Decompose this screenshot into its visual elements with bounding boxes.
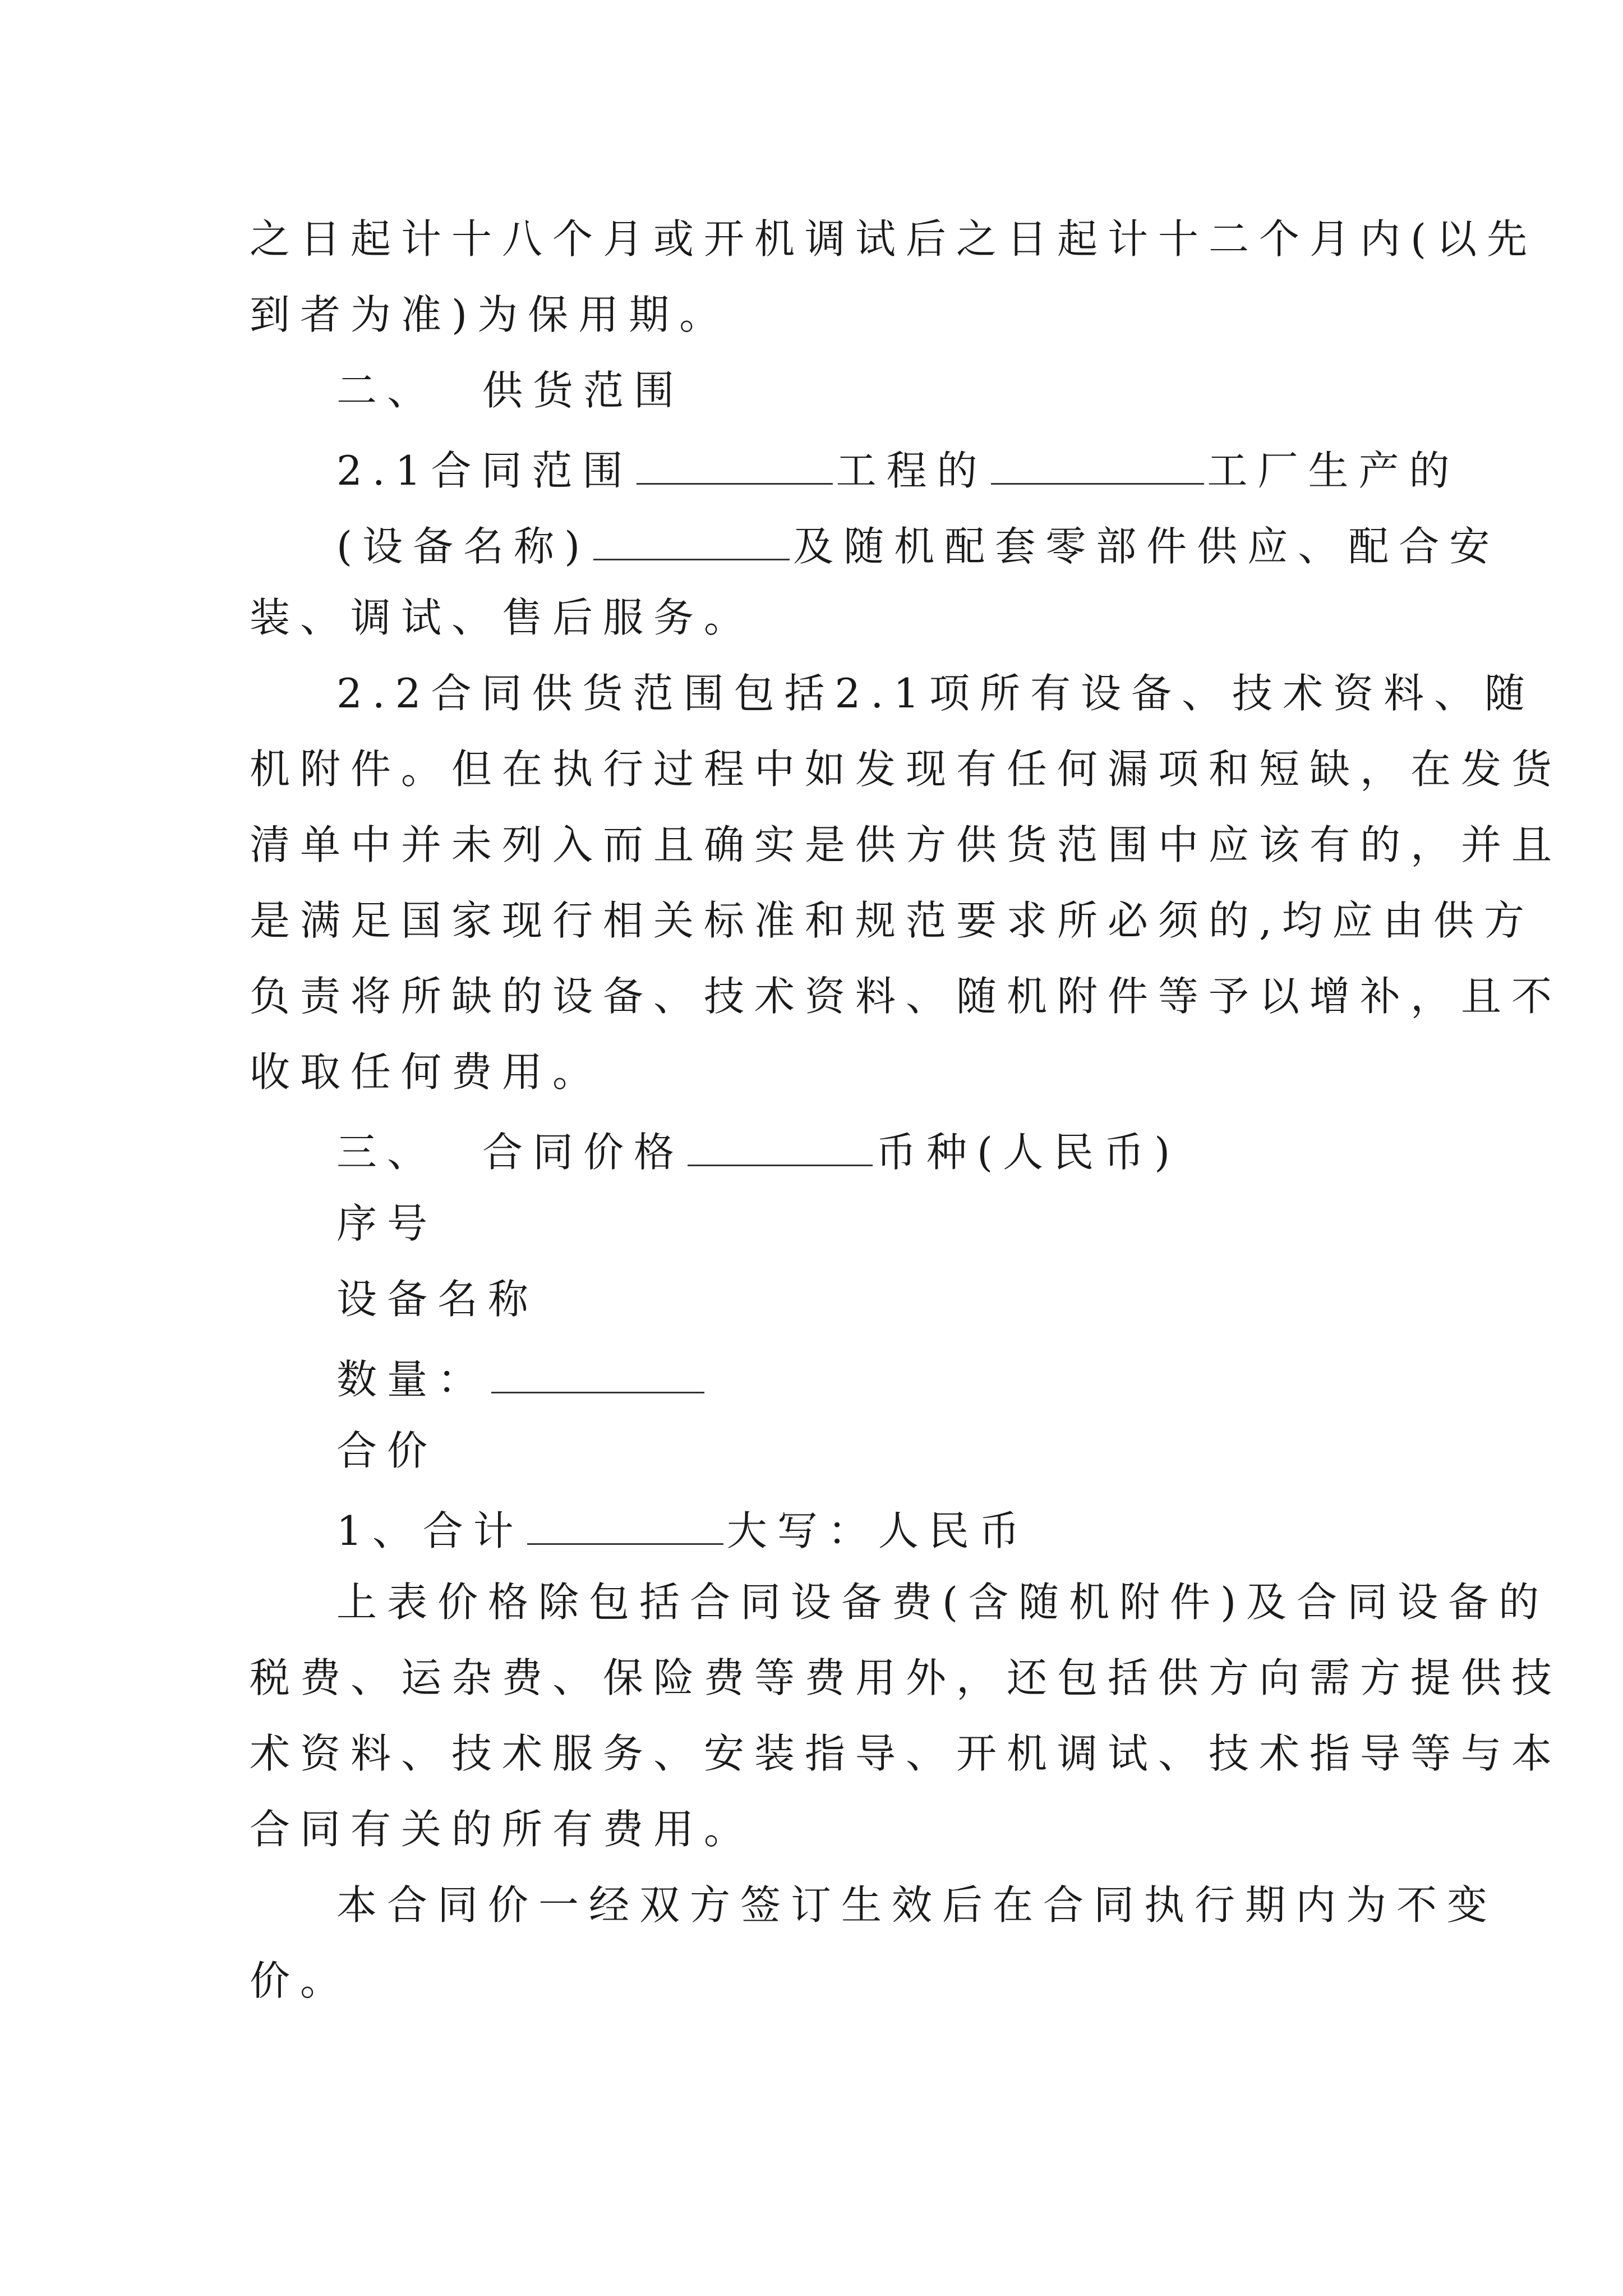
paragraph-fixed-price-line-2: 价。: [250, 1957, 351, 2004]
sum-line: 1、合计 大写：人民币: [336, 1507, 1030, 1554]
field-quantity: 数量：: [336, 1355, 708, 1400]
fill-blank-total[interactable]: [527, 1506, 723, 1545]
paragraph-price-scope-line-4: 合同有关的所有费用。: [250, 1806, 755, 1853]
fill-blank-factory[interactable]: [991, 446, 1204, 485]
paragraph-warranty-line-1: 之日起计十八个月或开机调试后之日起计十二个月内(以先: [250, 215, 1538, 263]
clause-2-2-line-4: 是满足国家现行相关标准和规范要求所必须的,均应由供方: [250, 897, 1534, 944]
fill-blank-contract-price[interactable]: [688, 1128, 873, 1166]
field-label-equipment-name: 设备名称: [336, 1276, 539, 1323]
fill-blank-equipment-name[interactable]: [593, 522, 790, 560]
section-number: 二、: [336, 367, 438, 414]
clause-2-2-line-2: 机附件。但在执行过程中如发现有任何漏项和短缺，在发货: [250, 746, 1562, 793]
paragraph-price-scope-line-3: 术资料、技术服务、安装指导、开机调试、技术指导等与本: [250, 1730, 1562, 1777]
clause-2-1-line-2: (设备名称) 及随机配套零部件供应、配合安: [336, 523, 1500, 570]
field-label-seq: 序号: [336, 1200, 438, 1247]
paragraph-fixed-price-line-1: 本合同价一经双方签订生效后在合同执行期内为不变: [336, 1881, 1498, 1929]
clause-2-2-line-5: 负责将所缺的设备、技术资料、随机附件等予以增补，且不: [250, 973, 1562, 1020]
paragraph-price-scope-line-2: 税费、运杂费、保险费等费用外，还包括供方向需方提供技: [250, 1654, 1562, 1701]
section-heading-2: [336, 367, 685, 414]
field-label-total-price: 合价: [336, 1427, 438, 1474]
clause-2-2-line-3: 清单中并未列入而且确实是供方供货范围中应该有的，并且: [250, 821, 1562, 868]
fill-blank-project[interactable]: [637, 446, 833, 485]
paragraph-warranty-line-2: 到者为准)为保用期。: [250, 291, 730, 338]
section-title: 合同价格: [482, 1129, 685, 1176]
section-heading-3: 三、 合同价格 币种(人民币): [336, 1129, 1181, 1176]
clause-2-2-line-6: 收取任何费用。: [250, 1048, 603, 1096]
fill-blank-quantity[interactable]: [491, 1355, 704, 1393]
clause-2-2-line-1: 2.2合同供货范围包括2.1项所有设备、技术资料、随: [336, 670, 1536, 717]
section-title: 供货范围: [482, 367, 685, 414]
paragraph-price-scope-line-1: 上表价格除包括合同设备费(含随机附件)及合同设备的: [336, 1579, 1550, 1626]
section-number: 三、: [336, 1129, 438, 1176]
clause-2-1-line-1: 2.1合同范围 工程的 工厂生产的: [336, 447, 1460, 494]
clause-2-1-line-3: 装、调试、售后服务。: [250, 594, 755, 641]
